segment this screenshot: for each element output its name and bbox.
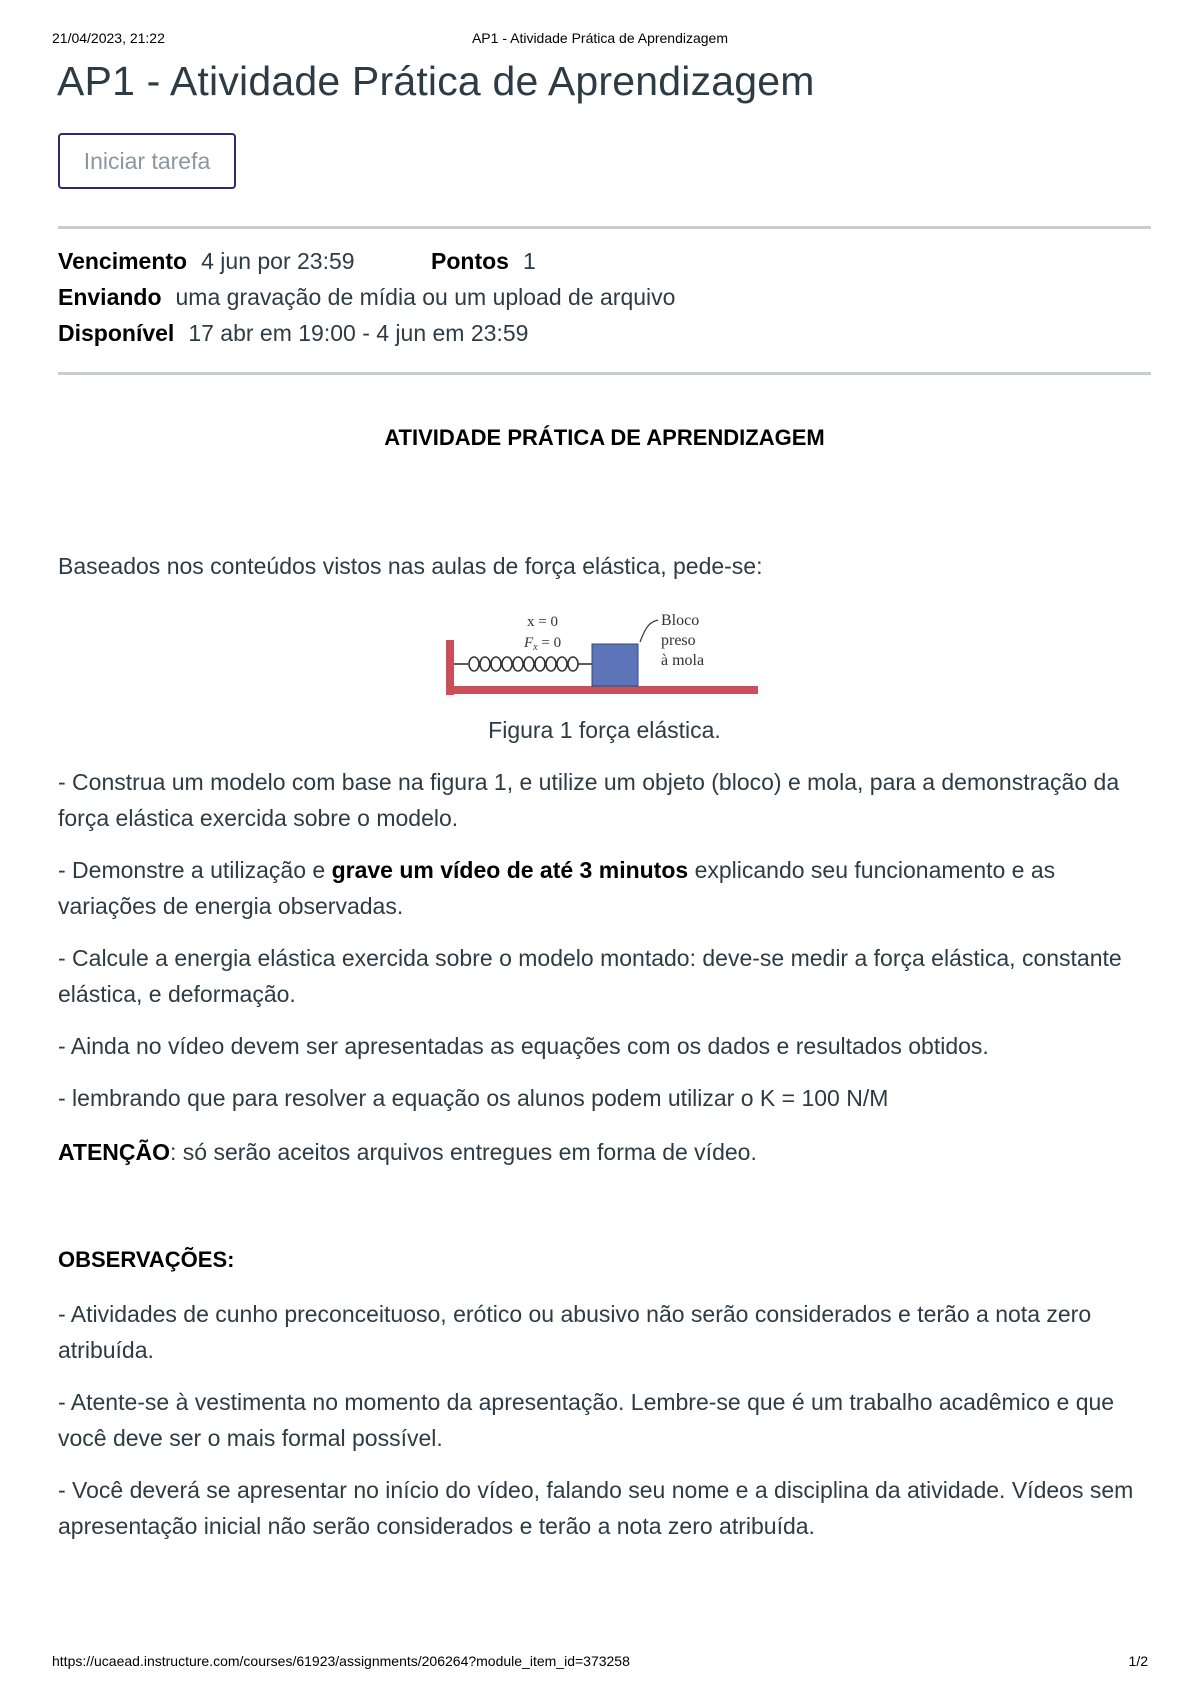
due-value: 4 jun por 23:59 [201,248,355,274]
instruction-5: - lembrando que para resolver a equação os alunos podem utilizar o K = 100 N/M [58,1085,889,1111]
available-label: Disponível [58,320,175,346]
figure-label-force: $F_x = 0$ [524,635,562,653]
spring-block-figure [58,598,1151,708]
figure-block [592,644,638,686]
intro-paragraph: Baseados nos conteúdos vistos nas aulas de força elástica, pede-se: [58,553,763,579]
figure-caption: Figura 1 força elástica. [488,717,721,743]
start-task-button[interactable]: Iniciar tarefa [58,133,236,189]
divider-bottom [58,372,1151,375]
due-label: Vencimento [58,248,188,274]
figure-label-block-2: preso [661,632,696,649]
figure-floor [446,686,758,694]
attention-text: : só serão aceitos arquivos entregues em forma de vídeo. [170,1139,757,1165]
due-row [58,248,536,275]
observation-1: - Atividades de cunho preconceituoso, erótico ou abusivo não serão considerados e terão a nota zero atribuída. [58,1301,1092,1363]
page-title: AP1 - Atividade Prática de Aprendizagem [57,58,815,104]
points-label: Pontos [431,248,509,274]
available-value: 17 abr em 19:00 - 4 jun em 23:59 [188,320,529,346]
instruction-2-pre: - Demonstre a utilização e [58,857,332,883]
assignment-description [58,420,1151,1544]
instruction-1: - Construa um modelo com base na figura 1, e utilize um objeto (bloco) e mola, para a demonstração da força elástica exercida sobre o modelo. [58,769,1120,831]
submitting-value: uma gravação de mídia ou um upload de arquivo [175,284,676,310]
observation-3: - Você deverá se apresentar no início do vídeo, falando seu nome e a disciplina da atividade. Vídeos sem apresentação inicial não serão considerados e terão a nota zero atribuída. [58,1477,1134,1539]
submitting-row [58,284,675,311]
available-row [58,320,528,347]
attention-label: ATENÇÃO [58,1139,171,1165]
instruction-2-bold: grave um vídeo de até 3 minutos [331,857,689,883]
print-datetime: 21/04/2023, 21:22 [52,30,165,46]
attention-note [58,1134,1151,1170]
divider-top [58,226,1151,229]
content-heading: ATIVIDADE PRÁTICA DE APRENDIZAGEM [384,425,825,450]
print-title: AP1 - Atividade Prática de Aprendizagem [471,30,729,46]
submitting-label: Enviando [58,284,162,310]
instruction-4: - Ainda no vídeo devem ser apresentadas as equações com os dados e resultados obtidos. [58,1033,989,1059]
figure-label-x: x = 0 [527,614,558,630]
print-header [52,30,1148,50]
page-number: 1/2 [1128,1653,1148,1669]
points-value: 1 [522,248,536,274]
observation-2: - Atente-se à vestimenta no momento da apresentação. Lembre-se que é um trabalho acadêmico e que você deve ser o mais formal possível. [58,1389,1115,1451]
instruction-3: - Calcule a energia elástica exercida sobre o modelo montado: deve-se medir a força elástica, constante elástica, e deformação. [58,945,1122,1007]
figure-label-block-1: Bloco [661,612,700,629]
instruction-2-post: explicando seu funcionamento e as variações de energia observadas. [58,857,1056,919]
observations-heading: OBSERVAÇÕES: [58,1247,235,1272]
points-group [431,248,536,275]
page-url: https://ucaead.instructure.com/courses/61923/assignments/206264?module_item_id=373258 [52,1653,630,1669]
instruction-2 [58,852,1151,924]
figure-label-block-3: à mola [661,652,705,669]
spring-block-diagram [58,598,1151,708]
